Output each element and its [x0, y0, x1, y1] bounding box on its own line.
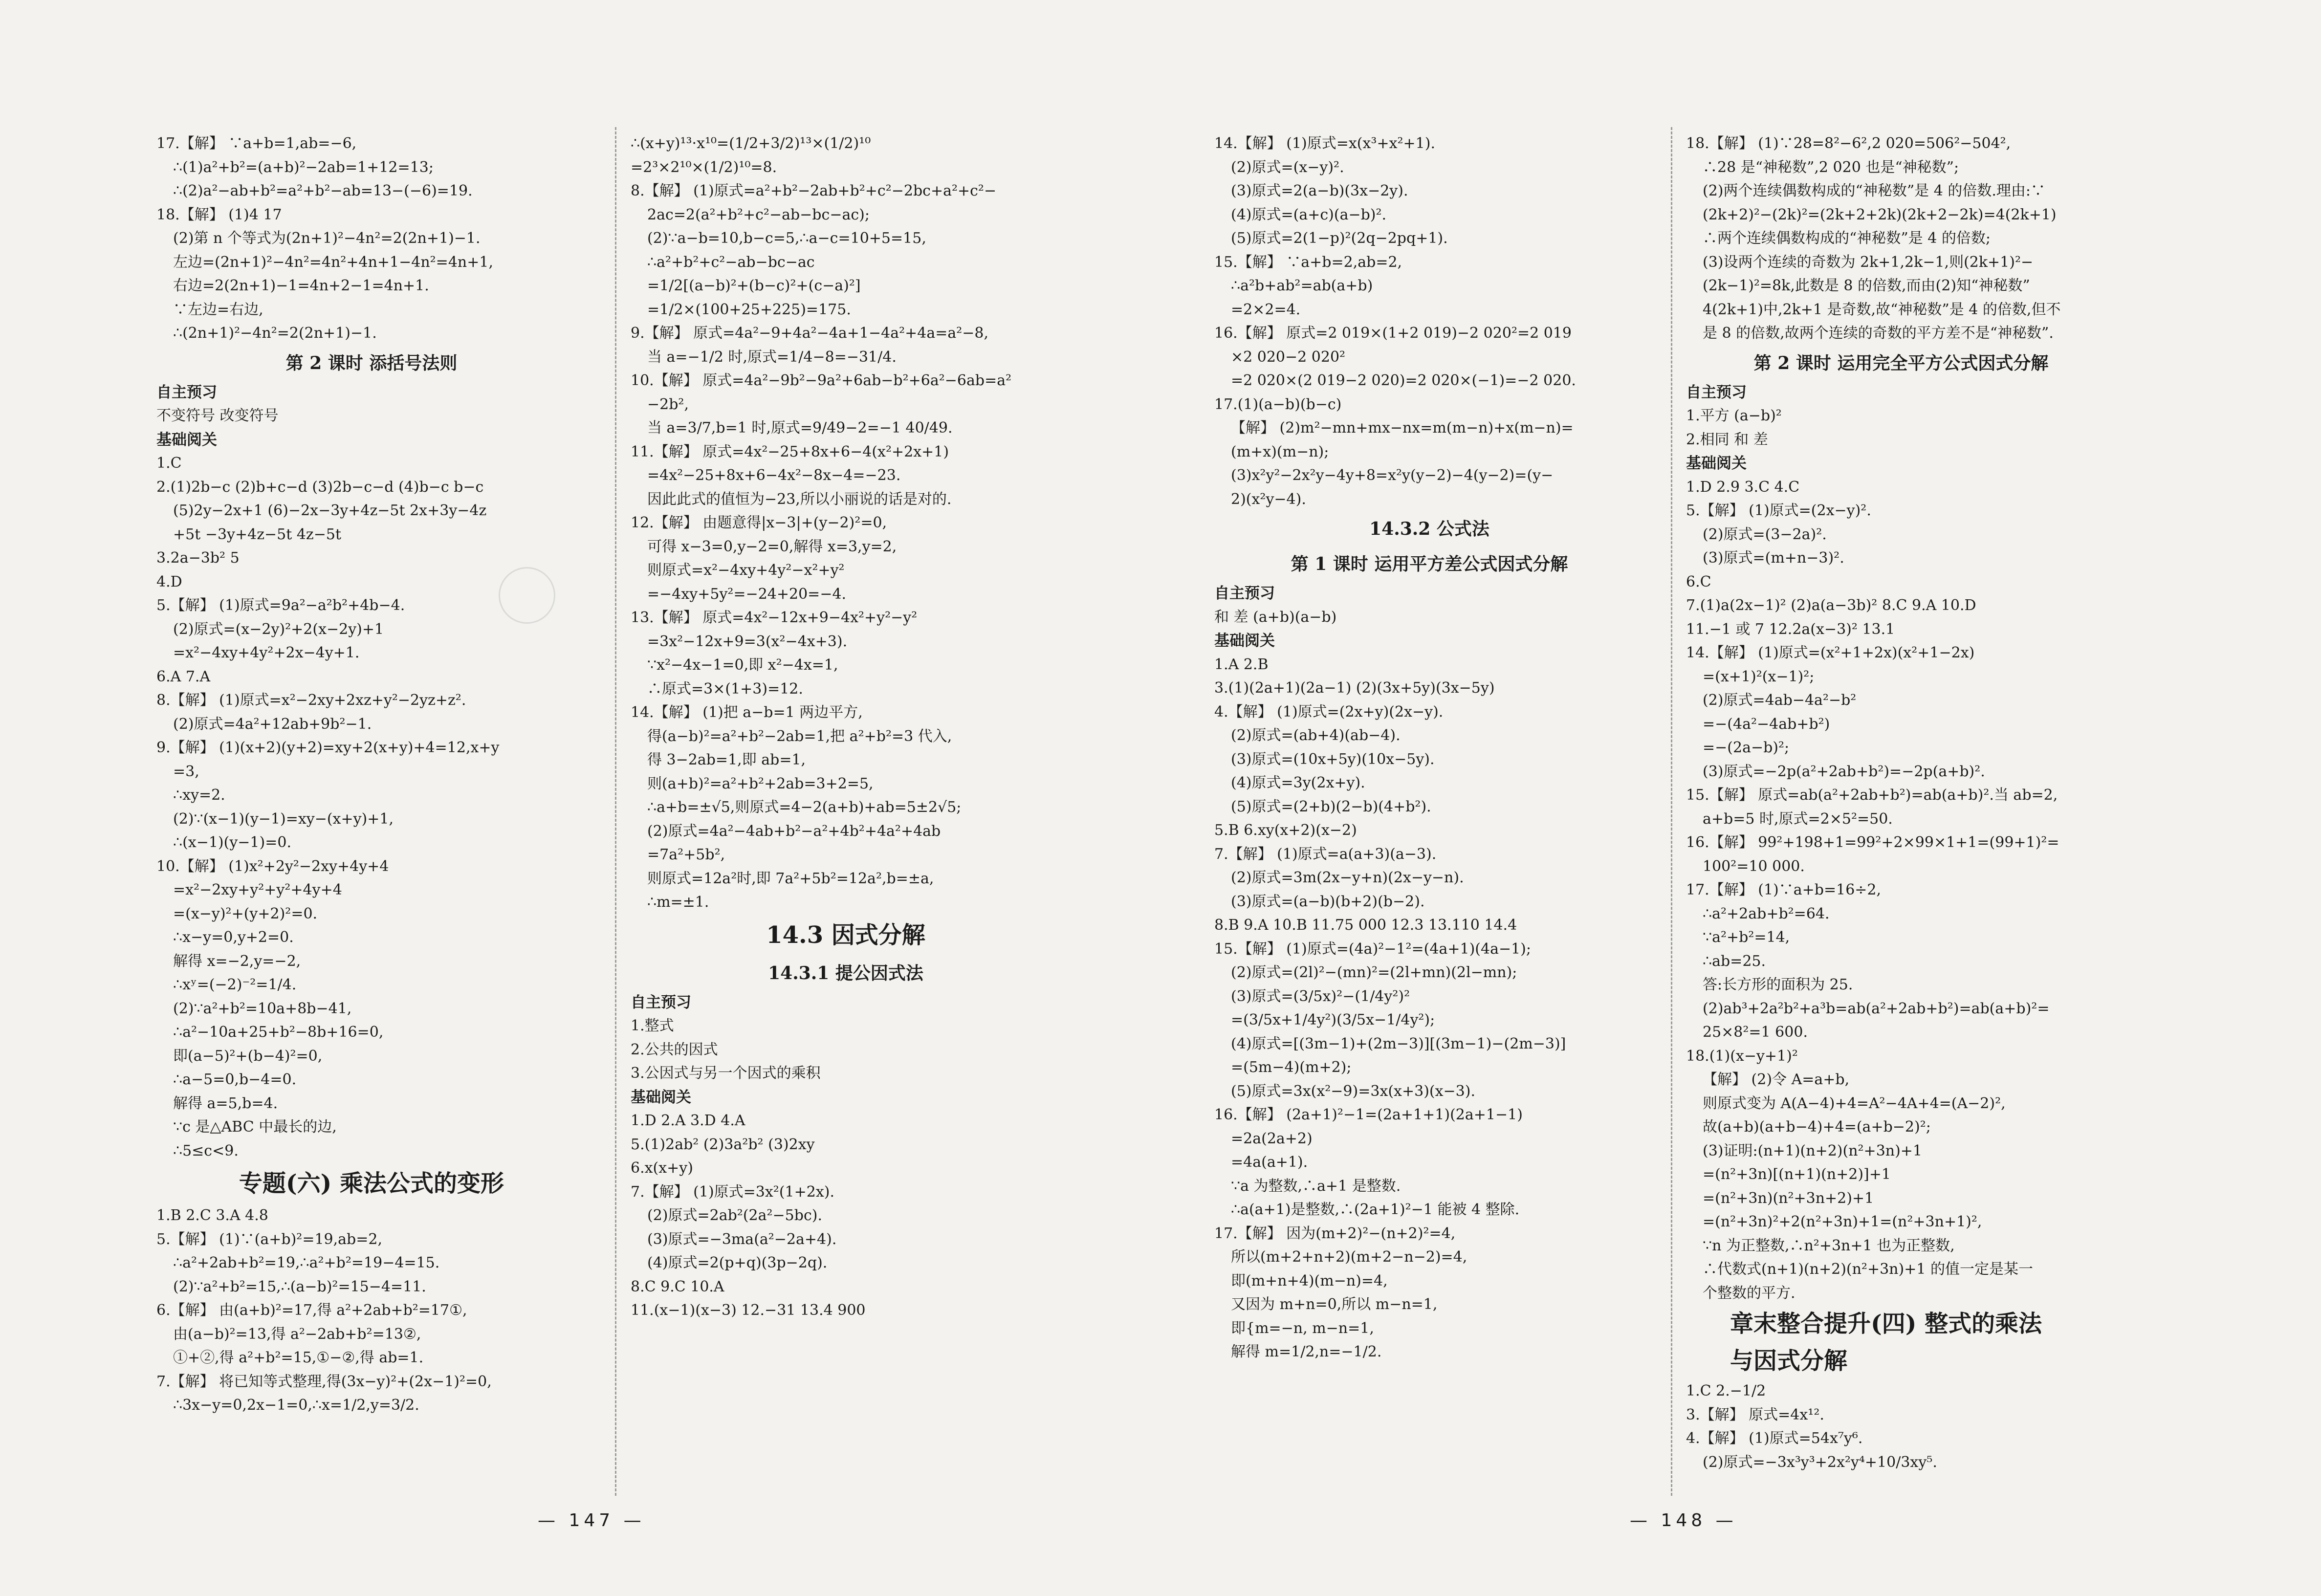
text-line: 14.【解】 (1)把 a−b=1 两边平方,	[631, 704, 863, 721]
text-line: ∴xy=2.	[173, 787, 225, 804]
text-line: 8.C 9.C 10.A	[631, 1278, 724, 1295]
text-line: 个整数的平方.	[1703, 1284, 1795, 1302]
text-line: (3)原式=(m+n−3)².	[1703, 549, 1844, 567]
text-line: (5)原式=2(1−p)²(2q−2pq+1).	[1231, 230, 1448, 247]
text-line: 4.D	[156, 573, 182, 590]
text-line: ∴a(a+1)是整数,∴(2a+1)²−1 能被 4 整除.	[1231, 1201, 1520, 1218]
text-line: 6.A 7.A	[156, 668, 211, 685]
text-line: =(3/5x+1/4y²)(3/5x−1/4y²);	[1231, 1011, 1435, 1028]
text-line: ∴(2)a²−ab+b²=a²+b²−ab=13−(−6)=19.	[173, 182, 473, 199]
text-line: (2)第 n 个等式为(2n+1)²−4n²=2(2n+1)−1.	[173, 230, 481, 247]
text-line: ∴两个连续偶数构成的“神秘数”是 4 的倍数;	[1703, 230, 1991, 247]
text-line: (5)原式=3x(x²−9)=3x(x+3)(x−3).	[1231, 1082, 1475, 1100]
text-line: 2.(1)2b−c (2)b+c−d (3)2b−c−d (4)b−c b−c	[156, 478, 484, 496]
text-line: 16.【解】 99²+198+1=99²+2×99×1+1=(99+1)²=	[1686, 834, 2059, 851]
section-heading: 基础阅关	[156, 431, 217, 449]
text-line: (2)原式=4a²−4ab+b²−a²+4b²+4a²+4ab	[647, 822, 941, 840]
text-line: ∴3x−y=0,2x−1=0,∴x=1/2,y=3/2.	[173, 1397, 419, 1414]
text-line: 7.(1)a(2x−1)² (2)a(a−3b)² 8.C 9.A 10.D	[1686, 597, 1976, 614]
text-line: 右边=2(2n+1)−1=4n+2−1=4n+1.	[173, 277, 429, 294]
text-line: 5.【解】 (1)原式=9a²−a²b²+4b−4.	[156, 597, 405, 614]
text-line: (2)原式=4a²+12ab+9b²−1.	[173, 715, 372, 733]
text-line: 【解】 (2)令 A=a+b,	[1703, 1071, 1850, 1088]
text-line: 当 a=−1/2 时,原式=1/4−8=−31/4.	[647, 348, 897, 366]
text-line: 即(a−5)²+(b−4)²=0,	[173, 1047, 323, 1065]
text-line: 不变符号 改变符号	[156, 407, 279, 424]
text-line: 解得 a=5,b=4.	[173, 1094, 278, 1112]
text-line: (2)∵a²+b²=15,∴(a−b)²=15−4=11.	[173, 1278, 426, 1295]
right-page-column-1	[1214, 132, 1644, 1364]
text-line: 1.C	[156, 455, 182, 472]
text-line: ∴原式=3×(1+3)=12.	[647, 680, 803, 698]
text-line: 1.平方 (a−b)²	[1686, 407, 1782, 424]
section-heading: 第 1 课时 运用平方差公式因式分解	[1291, 554, 1568, 574]
text-line: 【解】 (2)m²−mn+mx−nx=m(m−n)+x(m−n)=	[1231, 419, 1574, 437]
text-line: =2 020×(2 019−2 020)=2 020×(−1)=−2 020.	[1231, 372, 1576, 389]
text-line: 9.【解】 原式=4a²−9+4a²−4a+1−4a²+4a=a²−8,	[631, 325, 989, 342]
text-line: =(n²+3n)²+2(n²+3n)+1=(n²+3n+1)²,	[1703, 1213, 1982, 1230]
text-line: 可得 x−3=0,y−2=0,解得 x=3,y=2,	[647, 538, 897, 555]
text-line: 则(a+b)²=a²+b²+2ab=3+2=5,	[647, 775, 874, 792]
text-line: 7.【解】 将已知等式整理,得(3x−y)²+(2x−1)²=0,	[156, 1373, 492, 1390]
text-line: 8.【解】 (1)原式=a²+b²−2ab+b²+c²−2bc+a²+c²−	[631, 182, 997, 199]
text-line: =1/2×(100+25+225)=175.	[647, 301, 851, 318]
text-line: ∵n 为正整数,∴n²+3n+1 也为正整数,	[1703, 1237, 1955, 1254]
text-line: 17.【解】 ∵a+b=1,ab=−6,	[156, 135, 357, 152]
text-line: 3.2a−3b² 5	[156, 549, 240, 567]
text-line: 1.C 2.−1/2	[1686, 1382, 1766, 1399]
right-page-column-2	[1686, 132, 2116, 1474]
section-heading: 第 2 课时 添括号法则	[285, 352, 458, 373]
text-line: 答:长方形的面积为 25.	[1703, 976, 1853, 993]
text-line: 16.【解】 原式=2 019×(1+2 019)−2 020²=2 019	[1214, 325, 1572, 342]
text-line: ∴a²+b²+c²−ab−bc−ac	[647, 253, 815, 271]
text-line: 5.【解】 (1)原式=(2x−y)².	[1686, 502, 1871, 519]
text-line: 3.公因式与另一个因式的乘积	[631, 1065, 821, 1082]
text-line: ∴x−y=0,y+2=0.	[173, 929, 294, 946]
page-number: — 147 —	[538, 1510, 645, 1530]
text-line: 1.D 2.9 3.C 4.C	[1686, 478, 1800, 496]
text-line: ∴(x+y)¹³·x¹⁰=(1/2+3/2)¹³×(1/2)¹⁰	[631, 135, 871, 152]
text-line: 10.【解】 原式=4a²−9b²−9a²+6ab−b²+6a²−6ab=a²	[631, 372, 1012, 389]
column-divider	[1671, 127, 1672, 1496]
section-heading: 14.3.1 提公因式法	[768, 962, 923, 984]
text-line: 1.整式	[631, 1017, 674, 1034]
page-number: — 148 —	[1630, 1510, 1737, 1530]
text-line: =3x²−12x+9=3(x²−4x+3).	[647, 633, 848, 650]
text-line: (3)原式=2(a−b)(3x−2y).	[1231, 182, 1408, 199]
column-divider	[615, 127, 616, 1496]
text-line: (3)原式=−3ma(a²−2a+4).	[647, 1230, 837, 1248]
text-line: 由(a−b)²=13,得 a²−2ab+b²=13②,	[173, 1325, 421, 1343]
text-line: 2.相同 和 差	[1686, 431, 1768, 448]
text-line: =−(4a²−4ab+b²)	[1703, 715, 1830, 733]
text-line: ∵a²+b²=14,	[1703, 929, 1790, 946]
text-line: 6.x(x+y)	[631, 1159, 693, 1177]
text-line: 4.【解】 (1)原式=54x⁷y⁶.	[1686, 1430, 1863, 1447]
text-line: =x²−2xy+y²+y²+4y+4	[173, 881, 342, 898]
text-line: 解得 x=−2,y=−2,	[173, 952, 301, 970]
text-line: 故(a+b)(a+b−4)+4=(a+b−2)²;	[1703, 1118, 1931, 1136]
text-line: 即(m+n+4)(m−n)=4,	[1231, 1272, 1388, 1290]
text-line: =3,	[173, 763, 199, 780]
text-line: −2b²,	[647, 395, 689, 413]
text-line: (2)原式=(x−y)².	[1231, 158, 1344, 176]
text-line: 15.【解】 (1)原式=(4a)²−1²=(4a+1)(4a−1);	[1214, 940, 1531, 958]
text-line: 5.(1)2ab² (2)3a²b² (3)2xy	[631, 1136, 815, 1153]
text-line: 18.(1)(x−y+1)²	[1686, 1047, 1798, 1065]
text-line: =2×2=4.	[1231, 301, 1301, 318]
text-line: ∴a+b=±√5,则原式=4−2(a+b)+ab=5±2√5;	[647, 799, 962, 816]
text-line: 5.B 6.xy(x+2)(x−2)	[1214, 822, 1357, 839]
left-page	[0, 0, 1160, 1596]
text-line: =(x+1)²(x−1)²;	[1703, 668, 1815, 685]
text-line: ∴a²−10a+25+b²−8b+16=0,	[173, 1024, 384, 1041]
text-line: a+b=5 时,原式=2×5²=50.	[1703, 810, 1893, 828]
text-line: +5t −3y+4z−5t 4z−5t	[173, 525, 342, 543]
text-line: 8.B 9.A 10.B 11.75 000 12.3 13.110 14.4	[1214, 917, 1517, 934]
section-heading: 专题(六) 乘法公式的变形	[239, 1170, 504, 1197]
section-heading: 与因式分解	[1730, 1347, 1848, 1375]
section-heading: 章末整合提升(四) 整式的乘法	[1730, 1310, 2042, 1337]
text-line: ∴5≤c<9.	[173, 1142, 239, 1159]
text-line: (4)原式=2(p+q)(3p−2q).	[647, 1254, 828, 1271]
text-line: 则原式=x²−4xy+4y²−x²+y²	[647, 562, 845, 579]
text-line: (2)∵(x−1)(y−1)=xy−(x+y)+1,	[173, 810, 394, 828]
text-line: ∴a²b+ab²=ab(a+b)	[1231, 277, 1373, 294]
text-line: ∵左边=右边,	[173, 301, 263, 318]
text-line: 11.【解】 原式=4x²−25+8x+6−4(x²+2x+1)	[631, 443, 949, 460]
text-line: ×2 020−2 020²	[1231, 348, 1346, 366]
text-line: 左边=(2n+1)²−4n²=4n²+4n+1−4n²=4n+1,	[173, 253, 493, 271]
text-line: 15.【解】 原式=ab(a²+2ab+b²)=ab(a+b)².当 ab=2,	[1686, 787, 2058, 804]
text-line: ∴28 是“神秘数”,2 020 也是“神秘数”;	[1703, 158, 1959, 176]
text-line: ∵c 是△ABC 中最长的边,	[173, 1118, 337, 1136]
text-line: (3)x²y²−2x²y−4y+8=x²y(y−2)−4(y−2)=(y−	[1231, 467, 1554, 484]
text-line: (2)原式=(3−2a)².	[1703, 525, 1827, 543]
text-line: 5.【解】 (1)∵(a+b)²=19,ab=2,	[156, 1230, 383, 1248]
text-line: 2.公共的因式	[631, 1041, 718, 1058]
text-line: (3)原式=(3/5x)²−(1/4y²)²	[1231, 987, 1410, 1005]
text-line: ∵a 为整数,∴a+1 是整数.	[1231, 1177, 1401, 1195]
text-line: (3)原式=(a−b)(b+2)(b−2).	[1231, 893, 1425, 910]
text-line: 15.【解】 ∵a+b=2,ab=2,	[1214, 253, 1402, 271]
left-page-column-1	[156, 132, 587, 1418]
text-line: =(n²+3n)(n²+3n+2)+1	[1703, 1189, 1874, 1207]
stamp-mark	[499, 567, 555, 624]
text-line: =2³×2¹⁰×(1/2)¹⁰=8.	[631, 158, 777, 176]
text-line: 得 3−2ab=1,即 ab=1,	[647, 751, 806, 768]
text-line: ∴ab=25.	[1703, 952, 1766, 970]
section-heading: 自主预习	[1214, 585, 1275, 602]
text-line: 18.【解】 (1)4 17	[156, 206, 282, 223]
text-line: (m+x)(m−n);	[1231, 443, 1329, 460]
text-line: 18.【解】 (1)∵28=8²−6²,2 020=506²−504²,	[1686, 135, 2011, 152]
section-heading: 14.3 因式分解	[766, 921, 925, 949]
text-line: (2)原式=2ab²(2a²−5bc).	[647, 1207, 823, 1224]
section-heading: 第 2 课时 运用完全平方公式因式分解	[1753, 352, 2049, 373]
text-line: 和 差 (a+b)(a−b)	[1214, 608, 1337, 626]
text-line: 是 8 的倍数,故两个连续的奇数的平方差不是“神秘数”.	[1703, 325, 2054, 342]
text-line: =4x²−25+8x+6−4x²−8x−4=−23.	[647, 467, 901, 484]
text-line: ∴xʸ=(−2)⁻²=1/4.	[173, 976, 297, 993]
text-line: 16.【解】 (2a+1)²−1=(2a+1+1)(2a+1−1)	[1214, 1106, 1523, 1123]
text-line: 则原式=12a²时,即 7a²+5b²=12a²,b=±a,	[647, 870, 934, 887]
text-line: (2k+2)²−(2k)²=(2k+2+2k)(2k+2−2k)=4(2k+1)	[1703, 206, 2057, 223]
text-line: (2)原式=4ab−4a²−b²	[1703, 692, 1857, 709]
text-line: =(5m−4)(m+2);	[1231, 1059, 1352, 1076]
section-heading: 基础阅关	[1686, 455, 1747, 472]
text-line: 1.B 2.C 3.A 4.8	[156, 1207, 268, 1224]
text-line: (2)两个连续偶数构成的“神秘数”是 4 的倍数.理由:∵	[1703, 182, 2045, 199]
text-line: 所以(m+2+n+2)(m+2−n−2)=4,	[1231, 1248, 1467, 1266]
text-line: 3.(1)(2a+1)(2a−1) (2)(3x+5y)(3x−5y)	[1214, 679, 1495, 697]
text-line: 4.【解】 (1)原式=(2x+y)(2x−y).	[1214, 703, 1444, 721]
text-line: (3)设两个连续的奇数为 2k+1,2k−1,则(2k+1)²−	[1703, 253, 2034, 271]
text-line: 1.D 2.A 3.D 4.A	[631, 1112, 745, 1129]
text-line: (5)2y−2x+1 (6)−2x−3y+4z−5t 2x+3y−4z	[173, 502, 487, 519]
text-line: 14.【解】 (1)原式=(x²+1+2x)(x²+1−2x)	[1686, 644, 1975, 661]
section-heading: 自主预习	[156, 383, 217, 401]
text-line: ∴(1)a²+b²=(a+b)²−2ab=1+12=13;	[173, 158, 434, 176]
text-line: 11.(x−1)(x−3) 12.−31 13.4 900	[631, 1302, 866, 1319]
text-line: 4(2k+1)中,2k+1 是奇数,故“神秘数”是 4 的倍数,但不	[1703, 301, 2061, 318]
text-line: 8.【解】 (1)原式=x²−2xy+2xz+y²−2yz+z².	[156, 692, 466, 709]
text-line: ①+②,得 a²+b²=15,①−②,得 ab=1.	[173, 1349, 424, 1366]
text-line: 即{m=−n, m−n=1,	[1231, 1319, 1374, 1337]
text-line: =x²−4xy+4y²+2x−4y+1.	[173, 644, 360, 661]
text-line: 7.【解】 (1)原式=a(a+3)(a−3).	[1214, 845, 1437, 863]
right-page	[1160, 0, 2321, 1596]
text-line: ∴a²+2ab+b²=64.	[1703, 905, 1830, 922]
section-heading: 自主预习	[1686, 383, 1747, 401]
text-line: =4a(a+1).	[1231, 1154, 1308, 1171]
text-line: =−4xy+5y²=−24+20=−4.	[647, 585, 847, 603]
text-line: 13.【解】 原式=4x²−12x+9−4x²+y²−y²	[631, 609, 918, 626]
text-line: =−(2a−b)²;	[1703, 739, 1790, 756]
text-line: (4)原式=(a+c)(a−b)².	[1231, 206, 1387, 223]
text-line: 9.【解】 (1)(x+2)(y+2)=xy+2(x+y)+4=12,x+y	[156, 739, 500, 756]
text-line: (2)原式=−3x³y³+2x²y⁴+10/3xy⁵.	[1703, 1453, 1937, 1471]
text-line: 7.【解】 (1)原式=3x²(1+2x).	[631, 1183, 834, 1201]
text-line: ∴(2n+1)²−4n²=2(2n+1)−1.	[173, 325, 377, 342]
text-line: (2k−1)²=8k,此数是 8 的倍数,而由(2)知“神秘数”	[1703, 277, 2030, 294]
text-line: 因此此式的值恒为−23,所以小丽说的话是对的.	[647, 490, 952, 508]
section-heading: 自主预习	[631, 993, 691, 1011]
text-line: (2)原式=3m(2x−y+n)(2x−y−n).	[1231, 869, 1464, 886]
text-line: 10.【解】 (1)x²+2y²−2xy+4y+4	[156, 857, 389, 875]
text-line: (2)原式=(2l)²−(mn)²=(2l+mn)(2l−mn);	[1231, 964, 1517, 981]
text-line: 又因为 m+n=0,所以 m−n=1,	[1231, 1296, 1438, 1313]
text-line: 得(a−b)²=a²+b²−2ab=1,把 a²+b²=3 代入,	[647, 727, 952, 745]
text-line: 当 a=3/7,b=1 时,原式=9/49−2=−1 40/49.	[647, 419, 953, 437]
text-line: 6.【解】 由(a+b)²=17,得 a²+2ab+b²=17①,	[156, 1302, 467, 1319]
text-line: (2)∵a²+b²=10a+8b−41,	[173, 1000, 352, 1017]
text-line: 3.【解】 原式=4x¹².	[1686, 1406, 1824, 1423]
text-line: 解得 m=1/2,n=−1/2.	[1231, 1343, 1382, 1360]
text-line: 100²=10 000.	[1703, 857, 1805, 875]
text-line: ∴a²+2ab+b²=19,∴a²+b²=19−4=15.	[173, 1254, 440, 1271]
text-line: 2)(x²y−4).	[1231, 490, 1306, 508]
text-line: 14.【解】 (1)原式=x(x³+x²+1).	[1214, 135, 1435, 152]
text-line: 12.【解】 由题意得|x−3|+(y−2)²=0,	[631, 514, 887, 531]
text-line: =1/2[(a−b)²+(b−c)²+(c−a)²]	[647, 277, 861, 294]
text-line: (3)证明:(n+1)(n+2)(n²+3n)+1	[1703, 1142, 1923, 1159]
text-line: 25×8²=1 600.	[1703, 1024, 1808, 1041]
text-line: (5)原式=(2+b)(2−b)(4+b²).	[1231, 798, 1431, 815]
text-line: (4)原式=3y(2x+y).	[1231, 774, 1365, 791]
text-line: 17.【解】 因为(m+2)²−(n+2)²=4,	[1214, 1224, 1456, 1242]
text-line: =(n²+3n)[(n+1)(n+2)]+1	[1703, 1166, 1891, 1183]
text-line: (2)原式=(ab+4)(ab−4).	[1231, 727, 1401, 744]
section-heading: 基础阅关	[1214, 632, 1275, 650]
text-line: (3)原式=−2p(a²+2ab+b²)=−2p(a+b)².	[1703, 763, 1985, 780]
text-line: 17.(1)(a−b)(b−c)	[1214, 395, 1342, 413]
text-line: =(x−y)²+(y+2)²=0.	[173, 905, 318, 922]
text-line: 11.−1 或 7 12.2a(x−3)² 13.1	[1686, 620, 1895, 638]
section-heading: 基础阅关	[631, 1088, 691, 1106]
text-line: ∴m=±1.	[647, 894, 709, 911]
text-line: 2ac=2(a²+b²+c²−ab−bc−ac);	[647, 206, 870, 223]
text-line: 1.A 2.B	[1214, 656, 1269, 673]
text-line: ∴(x−1)(y−1)=0.	[173, 834, 291, 851]
text-line: (3)原式=(10x+5y)(10x−5y).	[1231, 750, 1435, 768]
text-line: (4)原式=[(3m−1)+(2m−3)][(3m−1)−(2m−3)]	[1231, 1035, 1566, 1052]
text-line: 6.C	[1686, 573, 1711, 590]
text-line: (2)∵a−b=10,b−c=5,∴a−c=10+5=15,	[647, 230, 926, 247]
text-line: ∵x²−4x−1=0,即 x²−4x=1,	[647, 656, 838, 674]
left-page-column-2	[631, 132, 1061, 1323]
text-line: 则原式变为 A(A−4)+4=A²−4A+4=(A−2)²,	[1703, 1094, 2006, 1112]
text-line: 17.【解】 (1)∵a+b=16÷2,	[1686, 881, 1882, 898]
text-line: =7a²+5b²,	[647, 846, 725, 863]
text-line: ∴a−5=0,b−4=0.	[173, 1071, 297, 1088]
section-heading: 14.3.2 公式法	[1369, 519, 1489, 539]
text-line: =2a(2a+2)	[1231, 1130, 1313, 1147]
text-line: (2)ab³+2a²b²+a³b=ab(a²+2ab+b²)=ab(a+b)²=	[1703, 1000, 2050, 1017]
text-line: (2)原式=(x−2y)²+2(x−2y)+1	[173, 620, 384, 638]
text-line: ∴代数式(n+1)(n+2)(n²+3n)+1 的值一定是某一	[1703, 1261, 2033, 1278]
